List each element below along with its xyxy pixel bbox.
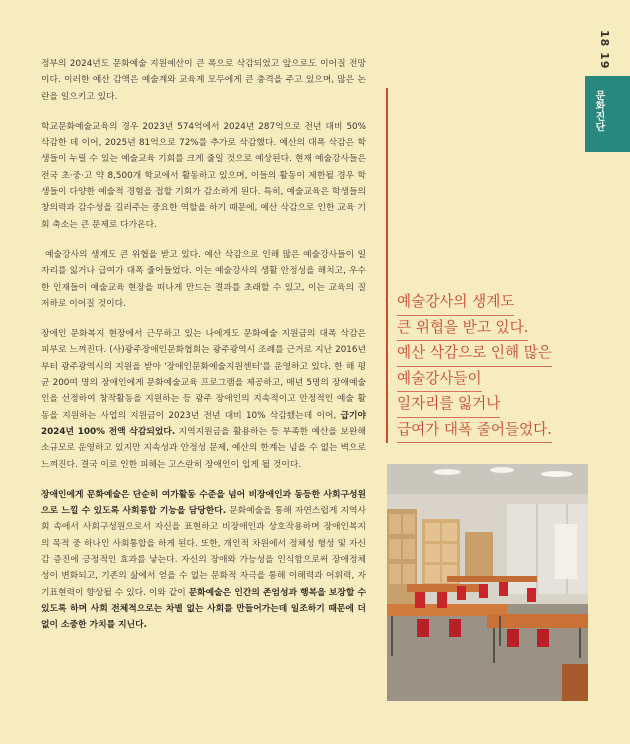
paragraph-4-emphasis: 급기야 2024년 100% 전액 삭감되었다. (41, 410, 366, 437)
pull-quote-line: 일자리를 잃거나 (397, 392, 500, 418)
paragraph-5-text: 문화예술을 통해 자연스럽게 지역사회 속에서 사회구성원으로서 자신을 표현하고 비장애인과 상호작용하며 장애인복지의 목적 중 하나인 사회통합을 하게 된다. 또한, 개인적 차원에서 정체성 형성 및 자신감 증진에 긍정적인 효과를 낳는다. 자신의 장애와 가능성을 인식함으로써 장애정체성이 변화되고, 기존의 삶에서 얻을 수 없는 문화적 자극을 통해 이해력과 어휘력, 자기표현력이 향상될 수 있다. 이와 같이 (41, 506, 366, 598)
pull-quote-line: 예술강사의 생계도 (397, 290, 514, 316)
pull-quote-line: 예산 삭감으로 인해 많은 (397, 341, 552, 367)
paragraph-2: 학교문화예술교육의 경우 2023년 574억에서 2024년 287억으로 전년 대비 50% 삭감한 데 이어, 2025년 81억으로 72%를 추가로 삭감했다. 예산의 대폭 삭감은 학생들이 누릴 수 있는 예술교육 기회를 크게 줄일 것으로 예상된다. 현재 예술강사들은 전국 초·중·고 약 8,500개 학교에서 활동하고 있으며, 이들의 활동이 제한될 경우 학생들이 다양한 예술적 경험을 접할 기회가 감소하게 된다. 특히, 예술교육은 학생들의 창의력과 감수성을 길러주는 중요한 역할을 하기 때문에, 예산 삭감으로 인한 교육 기회 축소는 큰 문제로 다가온다. (41, 121, 366, 230)
pull-quote-line: 예술강사들이 (397, 367, 482, 393)
section-tab-label: 문화진단 (593, 90, 604, 132)
pull-quote (397, 290, 587, 443)
classroom-illustration (387, 464, 588, 701)
paragraph-5 (41, 487, 366, 634)
accent-divider (386, 88, 388, 443)
paragraph-5-emphasis-2: 문화예술은 인간의 존엄성과 행복을 보장할 수 있도록 하며 사회 전체적으로는 차별 없는 사회를 만들어가는데 일조하기 때문에 더없이 소중한 가치를 지닌다. (41, 587, 366, 631)
paragraph-5-emphasis-1: 장애인에게 문화예술은 단순히 여가활동 수준을 넘어 비장애인과 동등한 사회구성원으로 느낄 수 있도록 사회통합 기능을 담당한다. (41, 489, 366, 517)
classroom-photo (387, 464, 588, 701)
paragraph-4 (41, 326, 366, 473)
page-numbers: 18 19 (598, 30, 611, 70)
pull-quote-line: 큰 위협을 받고 있다. (397, 316, 528, 342)
paragraph-3: 예술강사의 생계도 큰 위협을 받고 있다. 예산 삭감으로 인해 많은 예술강사들이 일자리를 잃거나 급여가 대폭 줄어들었다. 이는 예술강사의 생활 안정성을 해치고, 우수한 인재들이 예술교육 현장을 떠나게 만드는 결과를 초래할 수 있고, 이는 교육의 질 저하로 이어질 것이다. (41, 249, 366, 309)
article-body (41, 56, 366, 648)
paragraph-4-text-a: 장애인 문화복지 현장에서 근무하고 있는 나에게도 문화예술 지원금의 대폭 삭감은 피부로 느껴진다. (사)광주장애인문화협회는 광주광역시 조례를 근거로 지난 2016년부터 광주광역시의 지원을 받아 '장애인문화예술지원센터'를 운영하고 있다. 한 해 평균 200여 명의 장애인에게 문화예술교육 프로그램을 제공하고, 매년 5명의 장애예술인을 선정하여 창작활동을 지원하는 등 광주 장애인의 지속적이고 안정적인 예술 활동을 지원하는 사업의 지원금이 2023년 전년 대비 10% 삭감됐는데 이어, (41, 329, 366, 421)
pull-quote-line: 급여가 대폭 줄어들었다. (397, 418, 552, 444)
paragraph-4-text-b: 지역지원금을 활용하는 등 부족한 예산을 보완해 소규모로 운영하고 있지만 지속성과 안정성 문제, 예산의 한계는 넘을 수 없는 벽으로 느껴진다. 결국 이로 인한 피해는 고스란히 장애인이 입게 될 것이다. (41, 426, 366, 470)
paragraph-1: 정부의 2024년도 문화예술 지원예산이 큰 폭으로 삭감되었고 앞으로도 이어질 전망이다. 이러한 예산 감액은 예술계와 교육계 모두에게 큰 충격을 주고 있으며, 많은 논란을 일으키고 있다. (41, 59, 366, 102)
